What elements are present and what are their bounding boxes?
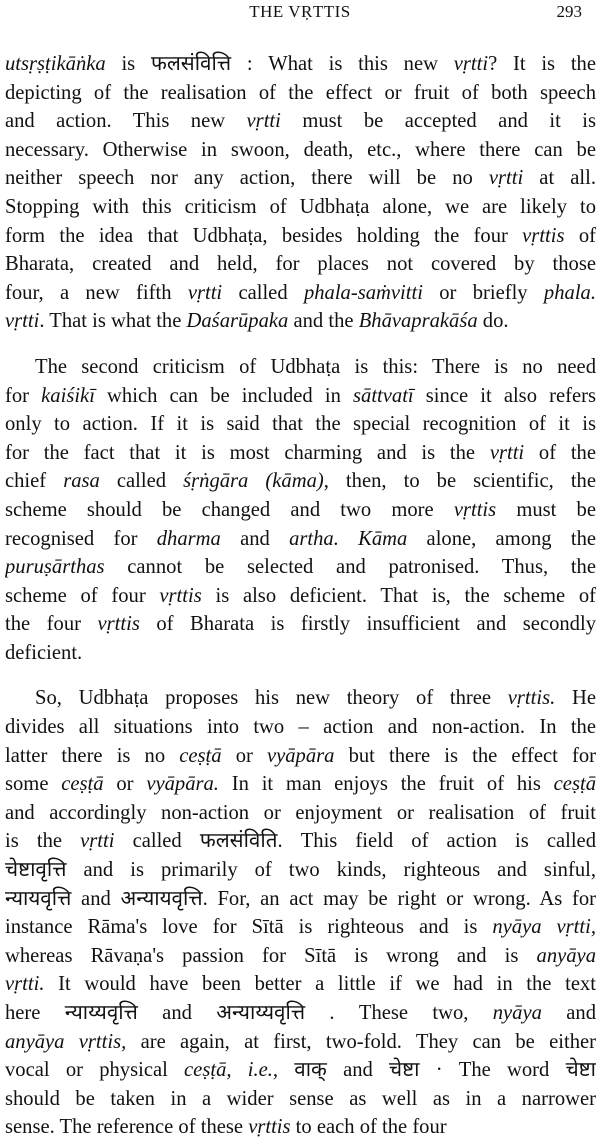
text-run: He: [555, 687, 596, 710]
text-run: or: [103, 773, 147, 796]
italic-term: vṛtti: [489, 441, 525, 464]
text-run: recognised for: [5, 527, 157, 550]
italic-term: anyāya: [536, 944, 596, 967]
text-run: some: [5, 773, 62, 796]
text-line: [5, 50, 596, 79]
text-run: only to action. If it is said that the special recognition of it is: [5, 413, 596, 436]
text-line: [5, 856, 596, 885]
text-run: , then, to be scientific, the: [323, 470, 596, 493]
text-run: of the: [524, 441, 596, 464]
running-header: [0, 0, 600, 24]
text-line: [5, 410, 596, 439]
body-text: [5, 50, 596, 1142]
text-run: So, Udbhaṭa proposes his new theory of three: [35, 687, 508, 710]
text-line: [5, 827, 596, 856]
text-run: alone, among the: [407, 527, 596, 550]
text-line: [5, 1113, 596, 1142]
italic-term: ceṣṭā, i.e.,: [184, 1059, 279, 1082]
paragraph: [5, 50, 596, 336]
text-line: [5, 713, 596, 742]
text-run: instance Rāma's love for Sītā is righteous and is: [5, 916, 493, 939]
text-run: The second criticism of Udbhaṭa is this: There is no need: [35, 355, 596, 378]
text-run: Stopping with this criticism of Udbhaṭa alone, we are likely to: [5, 195, 596, 218]
text-line: [5, 107, 596, 136]
text-line: [5, 467, 596, 496]
italic-term: vyāpāra.: [146, 773, 219, 796]
text-line: [5, 970, 596, 999]
text-run: depicting of the realisation of the effect or fruit of both speech: [5, 81, 596, 104]
italic-term: ceṣṭā: [179, 744, 222, 767]
italic-term: dharma: [156, 527, 221, 550]
italic-term: nyāya: [492, 1002, 542, 1024]
text-run: or: [221, 744, 267, 767]
text-run: ? It is the: [488, 53, 596, 75]
italic-term: vyāpāra: [266, 744, 335, 767]
text-line: [5, 279, 596, 308]
text-line: [5, 885, 596, 914]
text-run: is the: [5, 830, 81, 853]
text-run: . That is what the: [39, 310, 187, 333]
italic-term: śṛṅgāra (kāma): [183, 470, 324, 493]
text-run: here न्याय्यवृत्ति and अन्याय्यवृत्ति . These two,: [5, 1002, 493, 1024]
text-line: [5, 525, 596, 554]
text-line: [5, 639, 596, 668]
italic-term: phala.: [543, 281, 596, 304]
text-run: latter there is no: [5, 744, 180, 767]
text-line: [5, 164, 596, 193]
text-run: should be taken in a wider sense as well as in a narrower: [5, 1087, 596, 1110]
paragraph: [5, 684, 596, 1142]
text-run: form the idea that Udbhaṭa, besides holding the four: [5, 224, 523, 247]
italic-term: artha. Kāma: [289, 527, 408, 550]
text-run: for: [5, 384, 42, 407]
text-line: [5, 610, 596, 639]
text-line: [5, 193, 596, 222]
text-run: Bharata, created and held, for places not covered by those: [5, 253, 596, 276]
italic-term: vṛtti: [187, 281, 223, 304]
text-run: वाक् and चेष्टा · The word चेष्टा: [278, 1059, 596, 1082]
italic-term: vṛttis: [453, 498, 497, 521]
text-run: called: [99, 470, 184, 493]
text-run: but there is the effect for: [334, 744, 596, 767]
text-run: do.: [477, 310, 509, 333]
text-line: [5, 382, 596, 411]
text-run: must be accepted and it is: [280, 110, 596, 133]
text-run: are again, at first, two-fold. They can be either: [126, 1030, 596, 1053]
text-line: [5, 79, 596, 108]
text-run: divides all situations into two – action and non-action. In the: [5, 716, 596, 739]
text-line: [5, 250, 596, 279]
text-run: and action. This new: [5, 110, 247, 133]
italic-term: vṛttis.: [507, 687, 556, 710]
text-run: चेष्टावृत्ति and is primarily of two kinds, righteous and sinful,: [5, 859, 596, 882]
italic-term: vṛtti: [80, 830, 115, 853]
text-line: [5, 582, 596, 611]
text-line: [5, 307, 596, 336]
text-run: sense. The reference of these: [5, 1116, 249, 1139]
text-line: [5, 770, 596, 799]
italic-term: vṛtti: [5, 310, 40, 333]
text-run: whereas Rāvaṇa's passion for Sītā is wrong and is: [5, 944, 537, 967]
text-run: called फलसंविति. This field of action is called: [114, 830, 596, 853]
italic-term: vṛttis: [159, 584, 202, 607]
text-run: deficient.: [5, 641, 83, 664]
text-line: [5, 439, 596, 468]
italic-term: kaiśikī: [41, 384, 95, 407]
text-run: necessary. Otherwise in swoon, death, etc., where there can be: [5, 138, 596, 161]
text-run: of Bharata is firstly insufficient and secondly: [139, 613, 596, 636]
text-run: cannot be selected and patronised. Thus, the: [104, 556, 596, 579]
text-line: [5, 1085, 596, 1114]
italic-term: vṛtti.: [5, 973, 45, 996]
text-run: or briefly: [422, 281, 544, 304]
text-run: and: [220, 527, 290, 550]
text-run: the four: [5, 613, 98, 636]
italic-term: sāttvatī: [353, 384, 414, 407]
text-run: called: [222, 281, 304, 304]
italic-term: phala-saṁvitti: [303, 281, 423, 304]
text-line: [5, 999, 596, 1028]
text-run: and accordingly non-action or enjoyment or realisation of fruit: [5, 801, 596, 824]
text-run: of: [564, 224, 596, 247]
text-run: is फलसंवित्ति : What is this new: [105, 53, 454, 75]
text-line: [5, 1056, 596, 1085]
italic-term: utsṛṣṭikāṅka: [5, 53, 106, 75]
text-run: at all.: [523, 167, 596, 190]
text-run: to each of the four: [290, 1116, 447, 1139]
text-run: In it man enjoys the fruit of his: [218, 773, 554, 796]
italic-term: vṛtti: [488, 167, 524, 190]
text-run: न्यायवृत्ति and अन्यायवृत्ति. For, an act may be right or wrong. As for: [5, 887, 596, 910]
italic-term: vṛttis: [522, 224, 565, 247]
text-line: [5, 553, 596, 582]
italic-term: Bhāvaprakāśa: [358, 310, 478, 333]
text-run: and the: [288, 310, 359, 333]
text-run: scheme of four: [5, 584, 160, 607]
text-run: since it also refers: [413, 384, 596, 407]
text-run: which can be included in: [94, 384, 354, 407]
page-header-title: THE VṚTTIS: [249, 2, 351, 21]
text-line: [5, 684, 596, 713]
italic-term: puruṣārthas: [5, 556, 105, 579]
text-line: [5, 496, 596, 525]
text-run: It would have been better a little if we had in the text: [44, 973, 596, 996]
text-line: [5, 742, 596, 771]
italic-term: vṛttis: [97, 613, 140, 636]
italic-term: ceṣṭā: [61, 773, 104, 796]
paragraph: [5, 353, 596, 668]
text-line: [5, 799, 596, 828]
text-run: four, a new fifth: [5, 281, 188, 304]
text-run: and: [541, 1002, 596, 1024]
italic-term: ceṣṭā: [553, 773, 596, 796]
text-run: neither speech nor any action, there will be no: [5, 167, 489, 190]
text-run: for the fact that it is most charming and is the: [5, 441, 490, 464]
italic-term: vṛtti: [246, 110, 281, 133]
text-run: chief: [5, 470, 64, 493]
text-line: [5, 1028, 596, 1057]
italic-term: nyāya vṛtti,: [492, 916, 596, 939]
text-line: [5, 913, 596, 942]
text-line: [5, 136, 596, 165]
italic-term: Daśarūpaka: [186, 310, 289, 333]
page-number: 293: [556, 2, 582, 21]
text-run: must be: [496, 498, 596, 521]
text-run: vocal or physical: [5, 1059, 185, 1082]
italic-term: vṛttis: [248, 1116, 291, 1139]
text-line: [5, 942, 596, 971]
italic-term: anyāya vṛttis,: [5, 1030, 127, 1053]
text-line: [5, 222, 596, 251]
text-run: scheme should be changed and two more: [5, 498, 454, 521]
text-run: is also deficient. That is, the scheme of: [201, 584, 596, 607]
italic-term: vṛtti: [453, 53, 489, 75]
text-line: [5, 353, 596, 382]
italic-term: rasa: [63, 470, 100, 493]
